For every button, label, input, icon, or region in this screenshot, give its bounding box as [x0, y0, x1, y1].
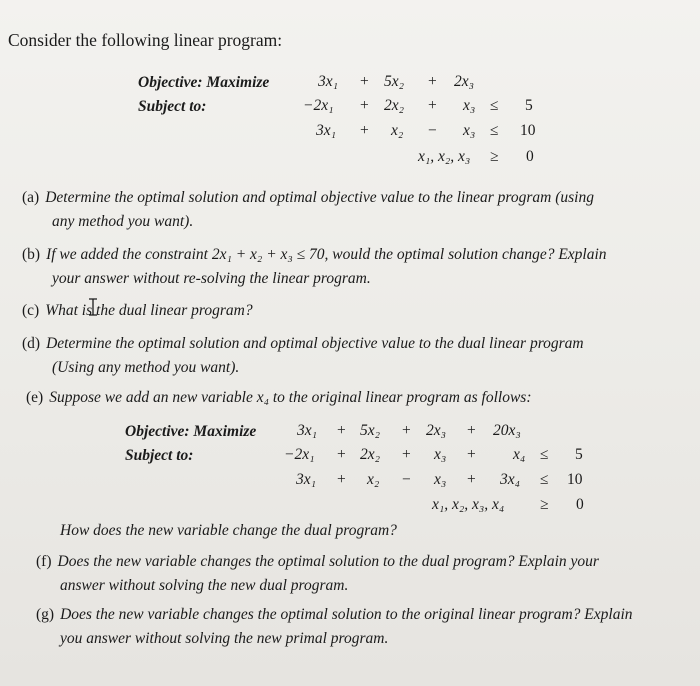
lp2-r2-c5: +	[467, 471, 476, 488]
lp2-r2-c4: x₃	[434, 471, 447, 488]
lp1-r0-c2: 5x₂	[384, 73, 405, 90]
part-d-line1: Determine the optimal solution and optimal objective value to the dual linear program	[46, 335, 584, 352]
part-f-line2: answer without solving the new dual program.	[60, 577, 349, 594]
part-a	[22, 186, 692, 234]
part-b-line1: If we added the constraint 2x₁ + x₂ + x₃ ≤ 70, would the optimal solution change? Explain	[46, 246, 607, 263]
intro-heading: Consider the following linear program:	[8, 30, 283, 50]
lp2-r1-c1: +	[337, 446, 346, 463]
part-e-line1: Suppose we add an new variable x₄ to the original linear program as follows:	[49, 389, 532, 406]
lp2-r0-c3: +	[402, 422, 411, 439]
part-g-line1: Does the new variable changes the optimal solution to the original linear program? Explain	[60, 606, 633, 623]
lp1-r0-c1: +	[360, 73, 369, 90]
lp1-r1-c2: 2x₂	[384, 97, 405, 114]
lp2-r2-c2: x₂	[367, 471, 380, 488]
lp2-r1-c0: −2x₁	[284, 446, 315, 463]
part-b-line2: your answer without re-solving the linear program.	[52, 270, 371, 287]
lp1-r1-c3: +	[428, 97, 437, 114]
lp2-nonneg-vars: x₁, x₂, x₃, x₄	[432, 496, 505, 513]
lp2-r2-c6: 3x₄	[500, 471, 521, 488]
lp2-r0-c1: +	[337, 422, 346, 439]
lp2-nonneg-rhs: 0	[576, 496, 584, 513]
part-d-tag: (d)	[22, 335, 41, 352]
lp2-r1-c3: +	[402, 446, 411, 463]
lp1-r1-c1: +	[360, 97, 369, 114]
lp1-r2-c1: +	[360, 122, 369, 139]
lp2-r1-c6: x₄	[513, 446, 526, 463]
objective-label: Objective: Maximize	[138, 74, 270, 91]
lp2-r1-c8: 5	[575, 446, 583, 463]
lp2-r2-c3: −	[402, 471, 411, 488]
lp1-r1-c4: x₃	[463, 97, 476, 114]
part-g-tag: (g)	[36, 606, 55, 623]
text-cursor-icon	[88, 298, 98, 316]
part-a-line1: Determine the optimal solution and optimal objective value to the linear program (using	[45, 189, 594, 206]
part-g	[36, 603, 696, 651]
lp1-nonneg-vars: x₁, x₂, x₃	[418, 148, 471, 165]
lp2-r1-c4: x₃	[434, 446, 447, 463]
lp2-r2-c8: 10	[567, 471, 583, 488]
lp1-r2-c5: ≤	[490, 122, 499, 139]
part-d-line2: (Using any method you want).	[52, 359, 240, 376]
lp1-r0-c4: 2x₃	[454, 73, 475, 90]
lp1-r1-c0: −2x₁	[303, 97, 334, 114]
part-f	[36, 550, 696, 598]
lp1-nonneg-sign: ≥	[490, 148, 499, 165]
lp2-r2-c0: 3x₁	[296, 471, 317, 488]
part-e-tag: (e)	[26, 389, 44, 406]
part-a-tag: (a)	[22, 189, 40, 206]
part-g-line2: you answer without solving the new primal program.	[60, 630, 389, 647]
lp2-r0-c2: 5x₂	[360, 422, 381, 439]
lp2-r0-c6: 20x₃	[493, 422, 521, 439]
lp1-r2-c2: x₂	[391, 122, 404, 139]
lp1-r2-c3: −	[428, 122, 437, 139]
lp2-r1-c2: 2x₂	[360, 446, 381, 463]
part-c	[22, 299, 692, 323]
lp2-r1-c7: ≤	[540, 446, 549, 463]
part-e-question	[60, 519, 680, 543]
part-b-tag: (b)	[22, 246, 41, 263]
subject-to-label: Subject to:	[138, 98, 207, 115]
part-f-tag: (f)	[36, 553, 52, 570]
subject-to-label-2: Subject to:	[125, 447, 194, 464]
objective-label-2: Objective: Maximize	[125, 423, 257, 440]
lp2-r1-c5: +	[467, 446, 476, 463]
part-f-line1: Does the new variable changes the optimal solution to the dual program? Explain your	[57, 553, 599, 570]
part-a-line2: any method you want).	[52, 213, 194, 230]
part-b	[22, 243, 692, 291]
lp1-r2-c0: 3x₁	[316, 122, 337, 139]
lp2-r0-c5: +	[467, 422, 476, 439]
lp1-r1-c6: 5	[525, 97, 533, 114]
lp1-r0-c3: +	[428, 73, 437, 90]
lp2-r2-c7: ≤	[540, 471, 549, 488]
lp1-nonneg-rhs: 0	[526, 148, 534, 165]
lp2-r0-c4: 2x₃	[426, 422, 447, 439]
lp1-r2-c6: 10	[520, 122, 536, 139]
lp2-r2-c1: +	[337, 471, 346, 488]
lp1-r2-c4: x₃	[463, 122, 476, 139]
lp1-r0-c0: 3x₁	[318, 73, 339, 90]
part-c-line1: What is the dual linear program?	[45, 302, 253, 319]
lp2-nonneg-sign: ≥	[540, 496, 549, 513]
lp1-r1-c5: ≤	[490, 97, 499, 114]
part-e-question-text: How does the new variable change the dual program?	[60, 522, 397, 539]
lp2-r0-c0: 3x₁	[297, 422, 318, 439]
part-e	[26, 386, 696, 410]
part-d	[22, 332, 692, 380]
part-c-tag: (c)	[22, 302, 40, 319]
